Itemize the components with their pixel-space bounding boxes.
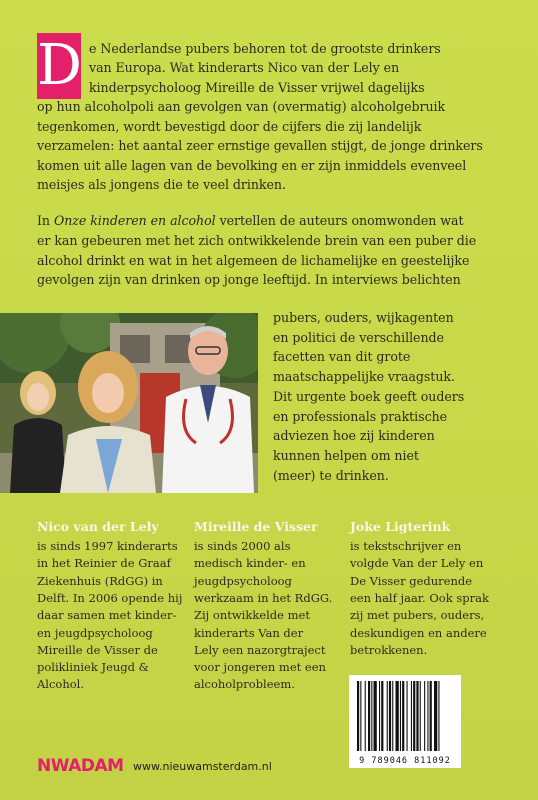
para2-wrap-line: kunnen helpen om niet	[273, 447, 419, 463]
publisher-logo: NWADAM	[37, 756, 124, 776]
intro-line: komen uit alle lagen van de bevolking en er zijn inmiddels evenveel	[37, 158, 467, 173]
barcode-bar	[357, 681, 359, 751]
bio-line: zij met pubers, ouders,	[350, 608, 485, 623]
bio-line: Ziekenhuis (RdGG) in	[37, 573, 163, 588]
barcode-bar	[420, 681, 421, 751]
barcode-bar	[392, 681, 393, 751]
barcode-bar	[407, 681, 408, 751]
para2-wrap-line: pubers, ouders, wijkagenten	[273, 310, 454, 325]
bio-line: jeugdpsycholoog	[194, 573, 292, 588]
para2-wrap-line: (meer) te drinken.	[273, 467, 389, 483]
bio-line: is sinds 1997 kinderarts	[37, 539, 178, 553]
barcode-bar	[438, 681, 439, 751]
barcode-bar	[379, 681, 380, 751]
barcode-digits: 9 789046 811092	[359, 756, 451, 766]
bio-line: Lely een nazorgtraject	[194, 642, 326, 657]
bio-line: Delft. In 2006 opende hij	[37, 590, 183, 605]
bio-line: daar samen met kinder-	[37, 608, 177, 623]
bio-line: Alcohol.	[37, 677, 85, 692]
bio-name: Joke Ligterink	[350, 519, 451, 534]
para2-wrap-line: maatschappelijke vraagstuk.	[273, 369, 455, 385]
bio-line: is sinds 2000 als	[194, 539, 291, 553]
para2-wrap-line: facetten van dit grote	[273, 349, 411, 365]
barcode-bar	[411, 681, 412, 751]
barcode-bar	[371, 681, 372, 751]
bio-line: polikliniek Jeugd &	[37, 660, 149, 675]
bio-line: Mireille de Visser de	[37, 642, 158, 657]
barcode-bar	[360, 681, 361, 751]
bio-line: en jeugdpsycholoog	[37, 625, 153, 640]
intro-line: kinderpsycholoog Mireille de Visser vrijwel dagelijks	[89, 80, 425, 95]
authors-photo-illustration	[0, 313, 258, 493]
bio-line: werkzaam in het RdGG.	[194, 590, 333, 605]
para2-wrap-line: en politici de verschillende	[273, 329, 444, 345]
publisher-website: www.nieuwamsterdam.nl	[133, 760, 272, 773]
bio-line: een half jaar. Ook sprak	[350, 590, 489, 605]
bio-name: Mireille de Visser	[194, 519, 318, 534]
barcode-bar	[368, 681, 370, 751]
intro-line: op hun alcoholpoli aan gevolgen van (overmatig) alcoholgebruik	[37, 99, 446, 114]
intro-line: verzamelen: het aantal zeer ernstige gevallen stijgt, de jonge drinkers	[37, 138, 483, 153]
bio-line: De Visser gedurende	[350, 573, 473, 588]
barcode-bar	[424, 681, 425, 751]
para2-line: gevolgen zijn van drinken op jonge leeftijd. In interviews belichten	[37, 272, 461, 287]
bio-line: Zij ontwikkelde met	[194, 608, 310, 623]
barcode-bars	[349, 675, 461, 755]
intro-line: e Nederlandse pubers behoren tot de grootste drinkers	[89, 41, 441, 56]
para2-wrap-line: adviezen hoe zij kinderen	[273, 428, 435, 444]
bio-line: voor jongeren met een	[194, 660, 326, 675]
para2-line: er kan gebeuren met het zich ontwikkelende brein van een puber die	[37, 233, 477, 248]
para2-wrap-line: en professionals praktische	[273, 408, 448, 424]
bio-line: volgde Van der Lely en	[350, 556, 484, 571]
barcode-bar	[434, 681, 437, 751]
para2-first-line: In Onze kinderen en alcohol vertellen de auteurs onomwonden wat	[37, 213, 464, 228]
bio-line: is tekstschrijver en	[350, 539, 462, 553]
bio-name: Nico van der Lely	[37, 519, 159, 534]
drop-cap: D	[37, 33, 82, 98]
barcode-bar	[365, 681, 366, 751]
intro-line: tegenkomen, wordt bevestigd door de cijfers die zij landelijk	[37, 119, 422, 134]
barcode-bar	[381, 681, 383, 751]
barcode-bar	[416, 681, 418, 751]
intro-line: meisjes als jongens die te veel drinken.	[37, 177, 286, 192]
barcode-bar	[396, 681, 399, 751]
barcode-bar	[387, 681, 388, 751]
barcode-bar	[413, 681, 415, 751]
isbn-barcode	[349, 675, 461, 768]
book-title: Onze kinderen en alcohol	[53, 213, 216, 228]
bio-line: kinderarts Van der	[194, 625, 304, 640]
bio-line: alcoholprobleem.	[194, 677, 295, 692]
para2-wrap-line: Dit urgente boek geeft ouders	[273, 388, 465, 404]
bio-line: betrokkenen.	[350, 642, 428, 657]
barcode-bar	[389, 681, 391, 751]
bio-line: in het Reinier de Graaf	[37, 556, 171, 571]
barcode-bar	[402, 681, 404, 751]
barcode-bar	[430, 681, 432, 751]
bio-line: medisch kinder- en	[194, 556, 306, 571]
para2-line: alcohol drinkt en wat in het algemeen de lichamelijke en geestelijke	[37, 252, 470, 268]
barcode-bar	[400, 681, 401, 751]
barcode-bar	[427, 681, 428, 751]
barcode-bar	[374, 681, 377, 751]
authors-photo	[0, 313, 258, 493]
bio-line: deskundigen en andere	[350, 625, 487, 640]
intro-line: van Europa. Wat kinderarts Nico van der Lely en	[89, 60, 400, 75]
